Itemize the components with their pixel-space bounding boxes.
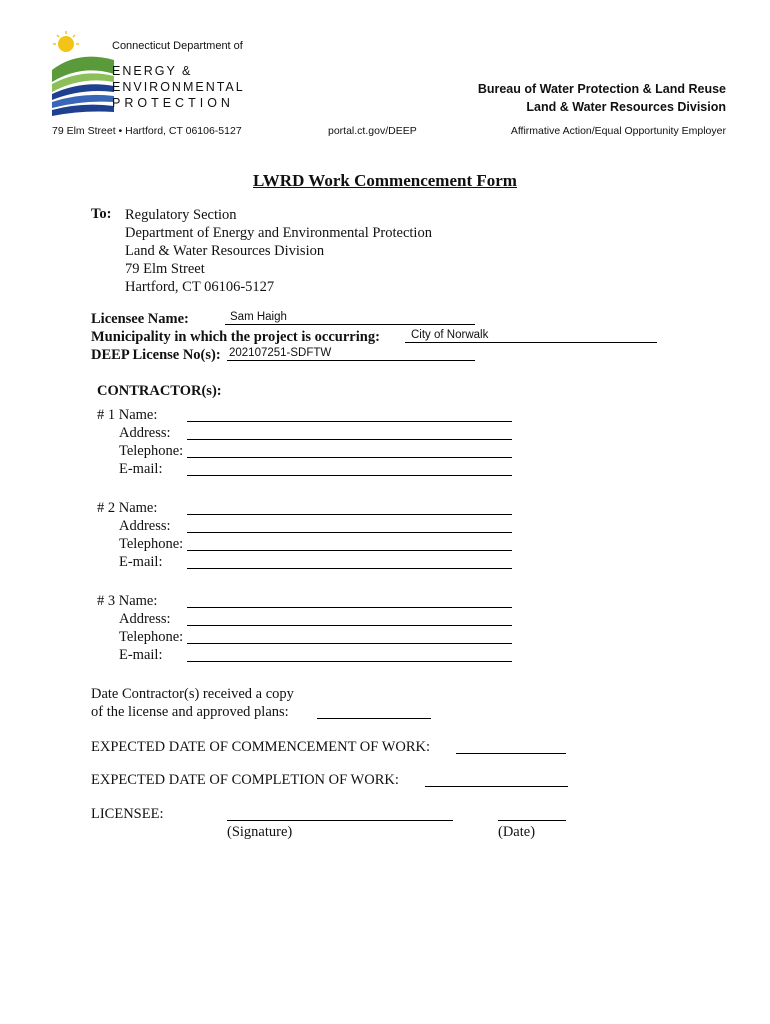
contractor-name-label: # 1 Name: — [97, 407, 158, 423]
contractor-telephone-field[interactable] — [187, 550, 512, 551]
contractor-name-label: # 2 Name: — [97, 500, 158, 516]
municipality-label: Municipality in which the project is occurring: — [91, 329, 380, 345]
contractor-email-field[interactable] — [187, 475, 512, 476]
licensee-name-field[interactable] — [225, 324, 475, 325]
contractor-name-field[interactable] — [187, 421, 512, 422]
licensee-signature-label: LICENSEE: — [91, 806, 164, 822]
contractor-name-field[interactable] — [187, 607, 512, 608]
to-line: Hartford, CT 06106-5127 — [125, 279, 275, 295]
contractor-email-field[interactable] — [187, 661, 512, 662]
contractor-name-label: # 3 Name: — [97, 593, 158, 609]
to-line: Land & Water Resources Division — [125, 243, 325, 259]
agency-line-2: ENVIRONMENTAL — [112, 80, 245, 94]
bureau-block — [478, 80, 726, 116]
division-name: Land & Water Resources Division — [526, 100, 726, 114]
agency-top-text: Connecticut Department of — [112, 40, 243, 52]
agency-line-3: PROTECTION — [112, 96, 234, 110]
license-number-label: DEEP License No(s): — [91, 347, 221, 363]
to-label: To: — [91, 206, 112, 222]
deep-logo-icon — [48, 30, 118, 120]
completion-date-field[interactable] — [425, 786, 568, 787]
form-title: LWRD Work Commencement Form — [253, 171, 517, 190]
contractor-address-field[interactable] — [187, 439, 512, 440]
licensee-name-value[interactable]: Sam Haigh — [230, 311, 287, 323]
license-number-field[interactable] — [227, 360, 475, 361]
completion-date-label: EXPECTED DATE OF COMPLETION OF WORK: — [91, 772, 399, 788]
received-copy-label-1: Date Contractor(s) received a copy — [91, 686, 294, 702]
contractor-telephone-label: Telephone: — [119, 443, 184, 459]
commencement-date-label: EXPECTED DATE OF COMMENCEMENT OF WORK: — [91, 739, 431, 755]
signature-date-field[interactable] — [498, 820, 566, 821]
employer-statement: Affirmative Action/Equal Opportunity Employer — [510, 125, 726, 137]
contractor-name-field[interactable] — [187, 514, 512, 515]
contractors-label: CONTRACTOR(s): — [97, 383, 222, 399]
date-caption: (Date) — [498, 824, 536, 840]
agency-address: 79 Elm Street • Hartford, CT 06106-5127 — [52, 125, 242, 137]
agency-name — [112, 63, 245, 111]
commencement-date-field[interactable] — [456, 753, 566, 754]
contractor-address-label: Address: — [119, 518, 171, 534]
contractor-address-label: Address: — [119, 425, 171, 441]
licensee-name-label: Licensee Name: — [91, 311, 189, 327]
agency-line-1: ENERGY & — [112, 64, 193, 78]
to-address — [125, 206, 432, 296]
contractor-address-field[interactable] — [187, 625, 512, 626]
license-number-value[interactable]: 202107251-SDFTW — [229, 347, 332, 359]
contractor-telephone-label: Telephone: — [119, 536, 184, 552]
contractor-email-label: E-mail: — [119, 461, 163, 477]
received-copy-label-2: of the license and approved plans: — [91, 704, 289, 720]
to-line: Regulatory Section — [125, 207, 237, 223]
contractor-address-field[interactable] — [187, 532, 512, 533]
bureau-name: Bureau of Water Protection & Land Reuse — [477, 82, 726, 96]
portal-link[interactable]: portal.ct.gov/DEEP — [328, 125, 417, 137]
contractor-telephone-label: Telephone: — [119, 629, 184, 645]
contractor-telephone-field[interactable] — [187, 643, 512, 644]
contractor-email-label: E-mail: — [119, 554, 163, 570]
municipality-field[interactable] — [405, 342, 657, 343]
contractor-email-field[interactable] — [187, 568, 512, 569]
signature-field[interactable] — [227, 820, 453, 821]
municipality-value[interactable]: City of Norwalk — [411, 329, 489, 341]
to-line: Department of Energy and Environmental Protection — [125, 225, 432, 241]
contractor-address-label: Address: — [119, 611, 171, 627]
signature-caption: (Signature) — [227, 824, 293, 840]
to-line: 79 Elm Street — [125, 261, 205, 277]
received-copy-date-field[interactable] — [317, 718, 431, 719]
contractor-telephone-field[interactable] — [187, 457, 512, 458]
contractor-email-label: E-mail: — [119, 647, 163, 663]
